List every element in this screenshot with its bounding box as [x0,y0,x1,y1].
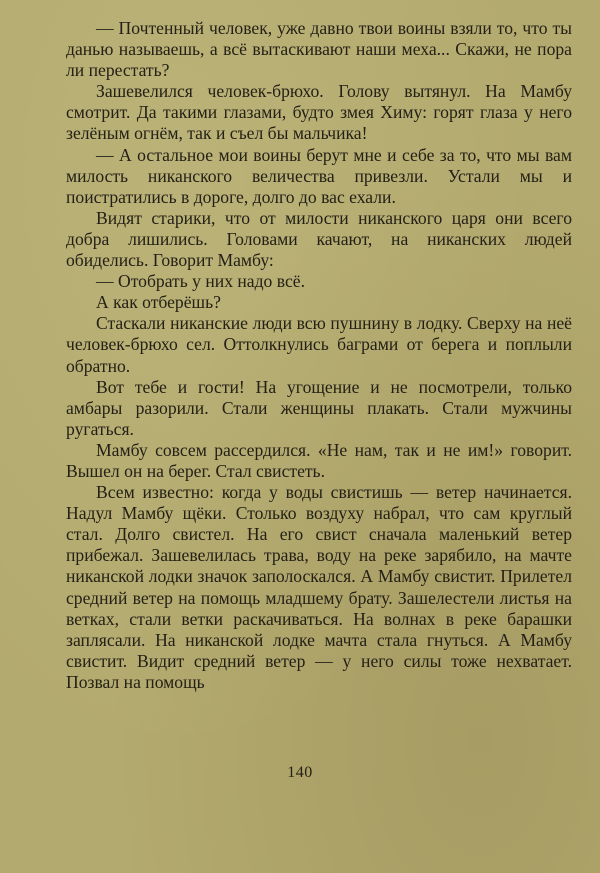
paragraph-10: Всем известно: когда у воды свистишь — ветер начинается. Надул Мамбу щёки. Столько воздуху набрал, что сам круглый стал. Долго свистел. На его свист сначала маленький ветер прибежал. Зашевелилась трава, воду на реке зарябило, на мачте никанской лодки значок заполоскался. А Мамбу свистит. Прилетел средний ветер на помощь младшему брату. Зашелестели листья на ветках, стали ветки раскачиваться. На волнах в реке барашки заплясали. На никанской лодке мачта стала гнуться. А Мамбу свистит. Видит средний ветер — у него силы тоже нехватает. Позвал на помощь [66,482,572,692]
paragraph-7: Стаскали никанские люди всю пушнину в лодку. Сверху на неё человек-брюхо сел. Оттолкнулись баграми от берега и поплыли обратно. [66,313,572,376]
page-number: 140 [287,764,313,781]
paragraph-2: Зашевелился человек-брюхо. Голову вытянул. На Мамбу смотрит. Да такими глазами, будто змея Химу: горят глаза у него зелёным огнём, так и съел бы мальчика! [66,81,572,144]
paragraph-1: — Почтенный человек, уже давно твои воины взяли то, что ты данью называешь, а всё вытаскивают наши меха... Скажи, не пора ли перестать? [66,18,572,81]
paragraph-8: Вот тебе и гости! На угощение и не посмотрели, только амбары разорили. Стали женщины плакать. Стали мужчины ругаться. [66,376,572,439]
paragraph-3: — А остальное мои воины берут мне и себе за то, что мы вам милость никанского величества привезли. Устали мы и поистратились в дороге, долго до вас ехали. [66,144,572,207]
paragraph-9: Мамбу совсем рассердился. «Не нам, так и не им!» говорит. Вышел он на берег. Стал свистеть. [66,439,572,481]
paragraph-5: — Отобрать у них надо всё. [96,271,305,292]
paragraph-4: Видят старики, что от милости никанского царя они всего добра лишились. Головами качают, на никанских людей обиделись. Говорит Мамбу: [66,207,572,271]
body-text [66,18,572,693]
paragraph-6: А как отберёшь? [96,292,221,313]
